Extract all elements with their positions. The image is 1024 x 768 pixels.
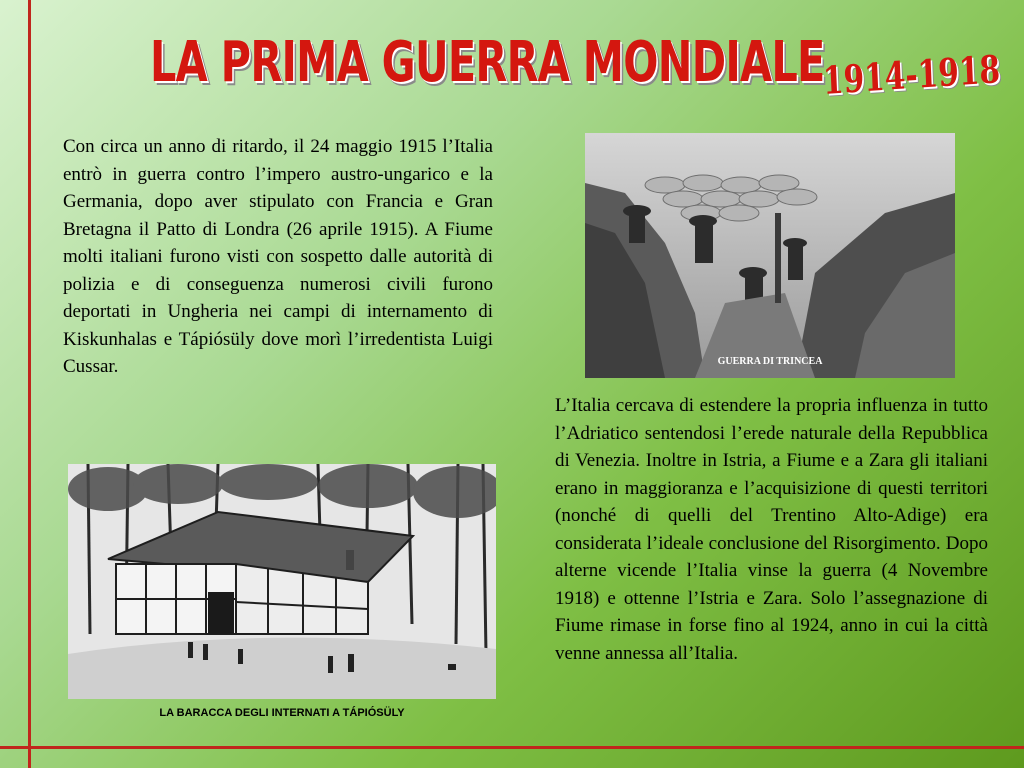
trench-illustration [585,133,955,378]
paragraph-left: Con circa un anno di ritardo, il 24 maggio 1915 l’Italia entrò in guerra contro l’impero austro-ungarico e la Germania, dopo aver stipulato con Francia e Gran Bretagna il Patto di Londra (26 aprile 1915). A Fiume molti italiani furono visti con sospetto dalle autorità di polizia e di conseguenza numerosi civili furono deportati in Ungheria nei campi di internamento di Kiskunhalas e Tápiósüly dove morì l’irredentista Luigi Cussar. [63,136,493,377]
barrack-caption: LA BARACCA DEGLI INTERNATI A TÁPIÓSÜLY [159,707,405,719]
horizontal-rule [0,746,1024,749]
slide-title: LA PRIMA GUERRA MONDIALE [150,30,825,95]
barrack-photo [68,464,496,699]
barrack-illustration [68,464,496,699]
trench-caption: GUERRA DI TRINCEA [717,356,823,367]
paragraph-right: L’Italia cercava di estendere la propria influenza in tutto l’Adriatico sentendosi l’erede naturale della Repubblica di Venezia. Inoltre in Istria, a Fiume e a Zara gli italiani erano in maggioranza e l’acquisizione di questi territori (nonché di quelli del Trentino Alto-Adige) era considerata l’ideale conclusione del Risorgimento. Dopo alterne vicende l’Italia vinse la guerra (4 Novembre 1918) e ottenne l’Istria e Zara. Solo l’assegnazione di Fiume rimase in forse fino al 1924, anno in cui la città venne annessa all’Italia. [555,395,988,664]
slide-years: 1914-1918 [822,46,1001,103]
trench-photo [585,133,955,378]
vertical-rule [28,0,31,768]
